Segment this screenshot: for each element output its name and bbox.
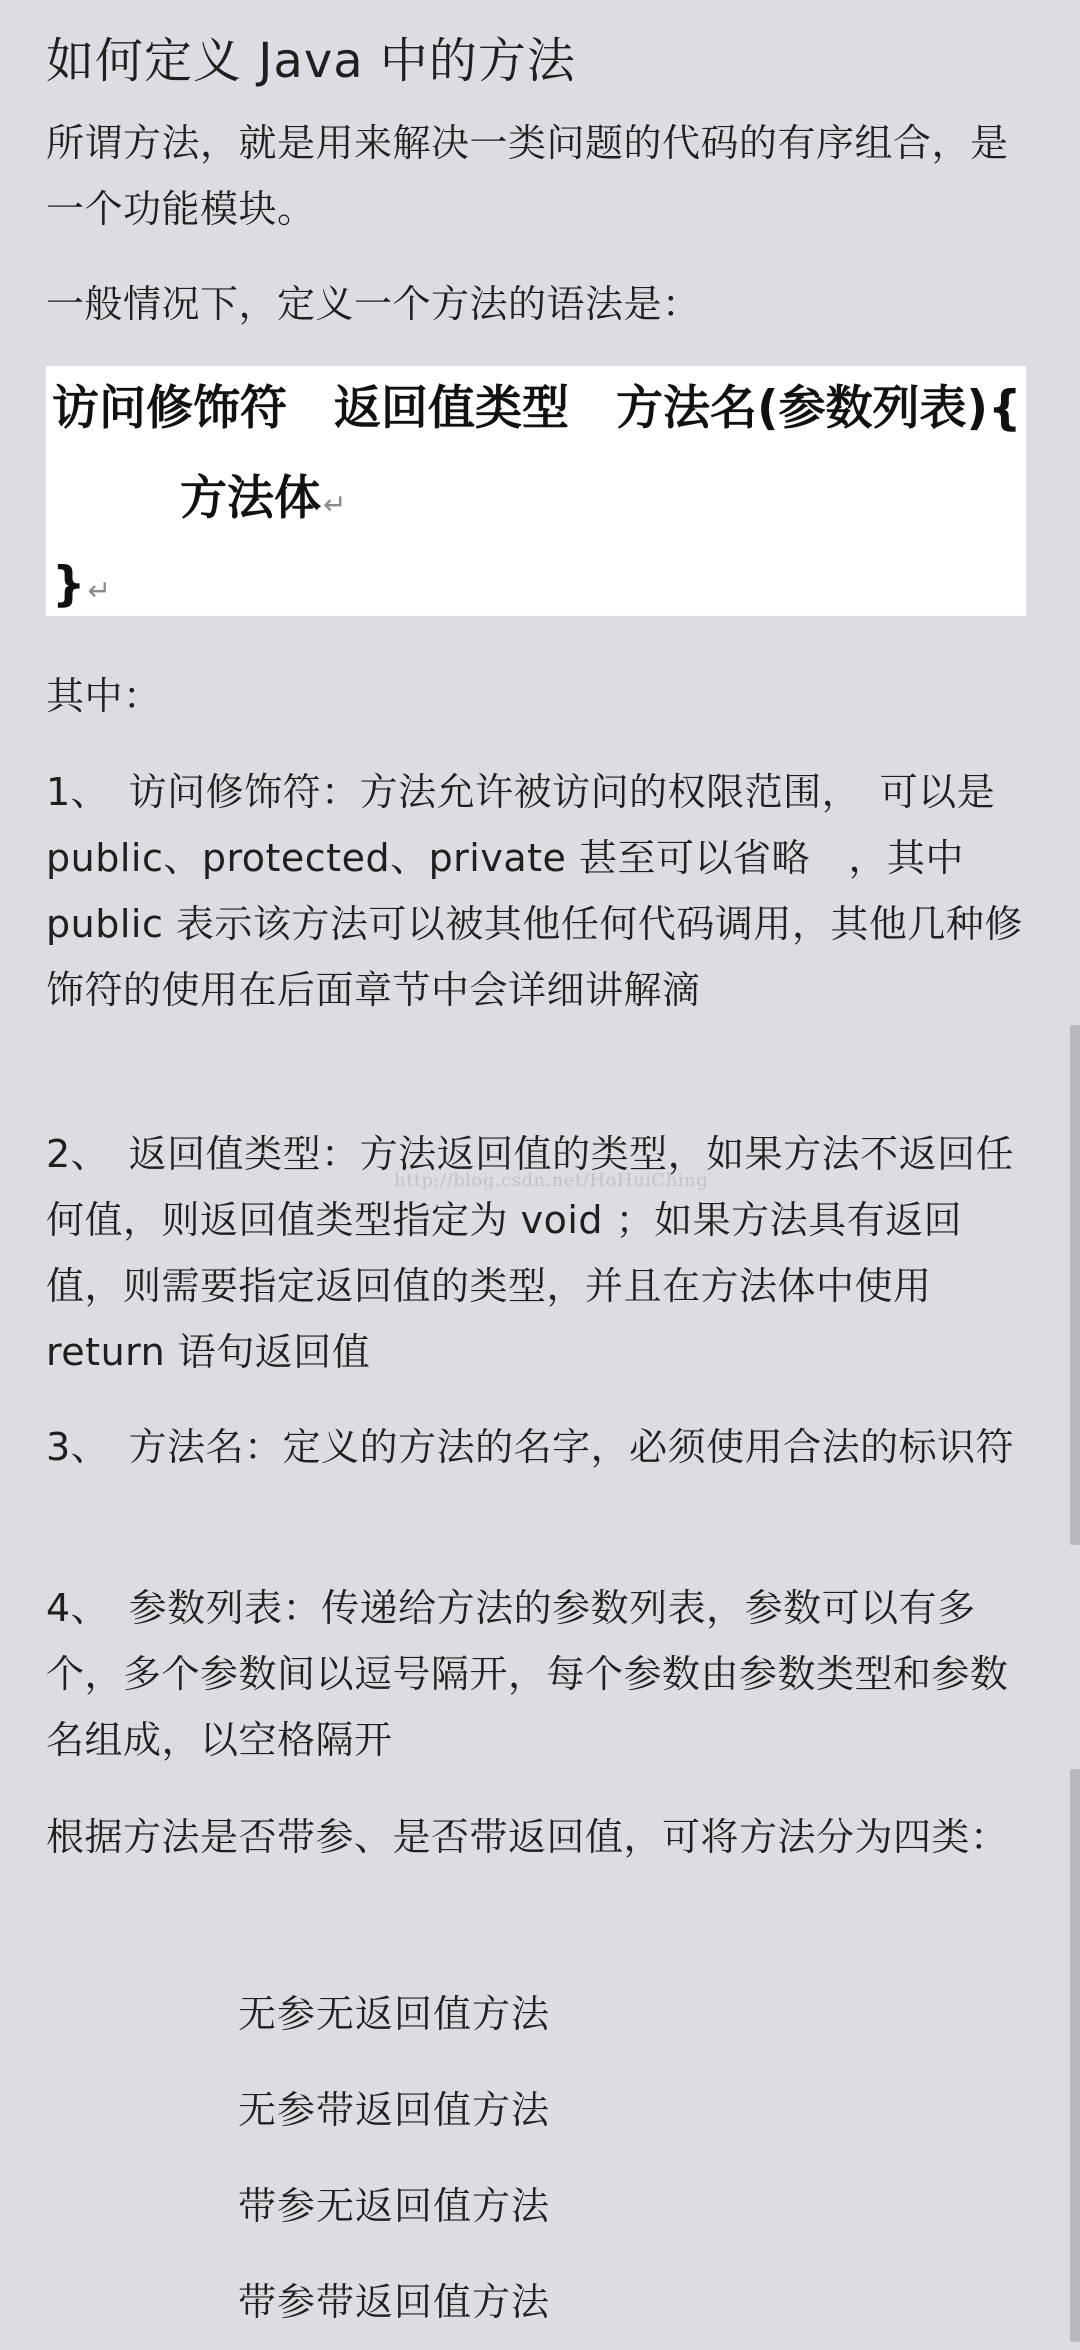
syntax-line-close: [52, 550, 111, 626]
method-syntax-image: [46, 366, 1026, 616]
article-title: 如何定义 Java 中的方法: [46, 33, 576, 89]
return-mark-icon: ↵: [323, 488, 347, 521]
return-mark-icon: ↵: [87, 574, 111, 607]
syntax-intro-paragraph: 一般情况下，定义一个方法的语法是：: [46, 282, 701, 326]
syntax-signature-text: 访问修饰符 返回值类型 方法名(参数列表){: [52, 381, 1022, 436]
list-item: 无参无返回值方法: [238, 1992, 551, 2036]
syntax-close-brace: }: [52, 557, 86, 612]
list-item-access-modifier: 1、 访问修饰符：方法允许被访问的权限范围， 可以是 public、protected、private 甚至可以省略 ，其中 public 表示该方法可以被其他任何代码调用，其他几种修饰符的使用在后面章节中会详细讲解滴: [46, 770, 1023, 1012]
watermark-url: http://blog.csdn.net/HoHuiChing: [394, 1170, 709, 1191]
list-item: 带参带返回值方法: [238, 2280, 551, 2324]
classify-paragraph: 根据方法是否带参、是否带返回值，可将方法分为四类：: [46, 1815, 1009, 1859]
list-item: 无参带返回值方法: [238, 2088, 551, 2132]
scrollbar-thumb[interactable]: [1070, 1025, 1080, 1545]
list-item-return-type: 2、 返回值类型：方法返回值的类型，如果方法不返回任何值，则返回值类型指定为 void ；如果方法具有返回值，则需要指定返回值的类型，并且在方法体中使用 return 语句返回值: [46, 1132, 1015, 1374]
where-label: 其中：: [46, 674, 162, 718]
list-item-method-name: 3、 方法名：定义的方法的名字，必须使用合法的标识符: [46, 1425, 1015, 1469]
method-types-list: [238, 1966, 550, 2350]
list-item-parameter-list: 4、 参数列表：传递给方法的参数列表，参数可以有多个，多个参数间以逗号隔开，每个参数由参数类型和参数名组成，以空格隔开: [46, 1586, 1009, 1762]
intro-paragraph: 所谓方法，就是用来解决一类问题的代码的有序组合，是一个功能模块。: [46, 121, 1009, 231]
scrollbar[interactable]: [1070, 1025, 1080, 2342]
list-item: 带参无返回值方法: [238, 2184, 551, 2228]
syntax-line-signature: [52, 374, 1021, 444]
syntax-line-body: [180, 464, 346, 540]
scrollbar-thumb[interactable]: [1070, 1769, 1080, 2342]
syntax-body-text: 方法体: [180, 471, 321, 526]
